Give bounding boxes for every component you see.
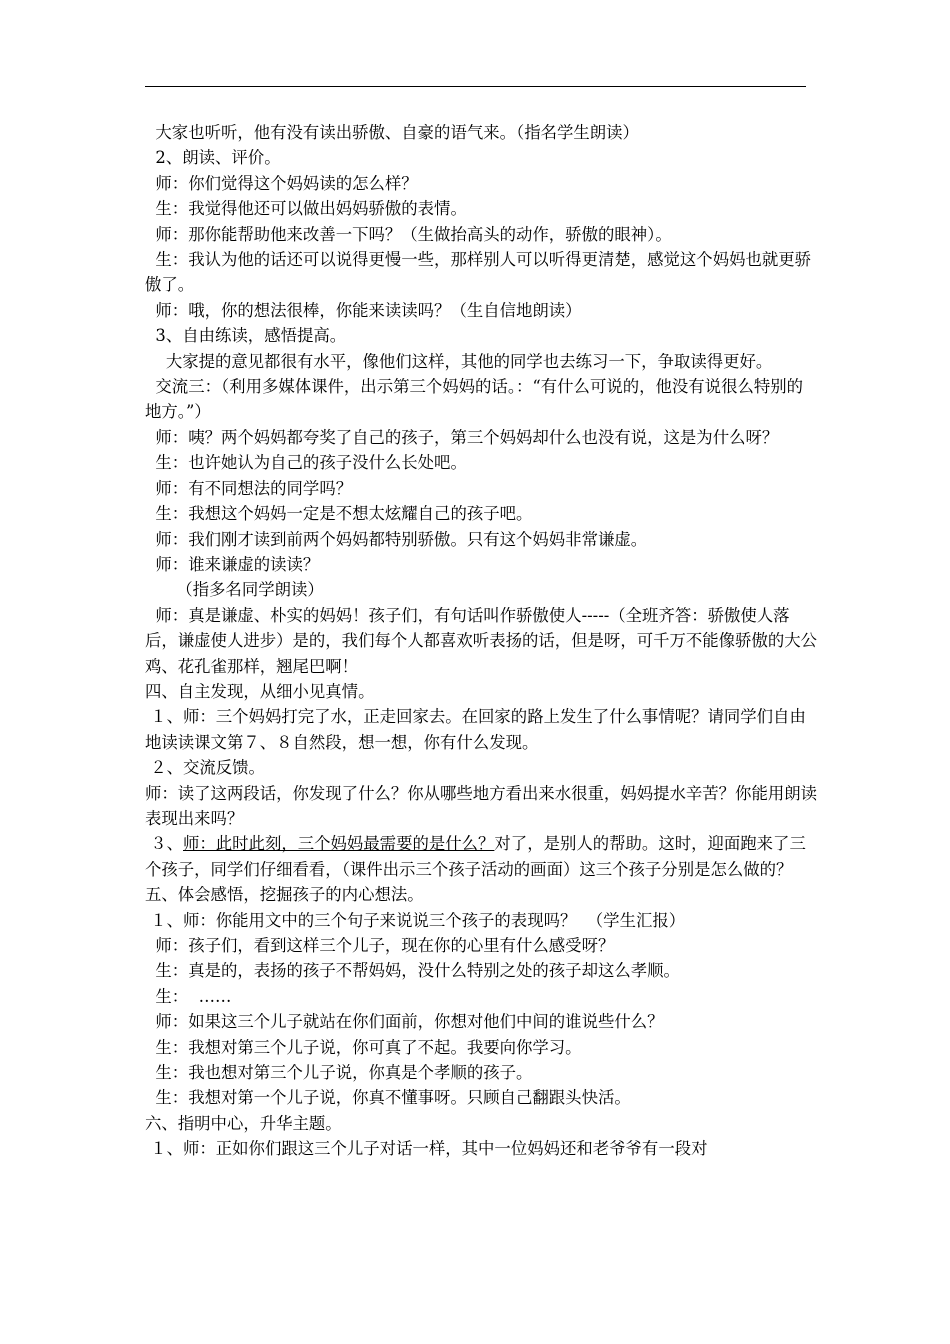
paragraph: 师：如果这三个儿子就站在你们面前，你想对他们中间的谁说些什么？ — [145, 1012, 664, 1032]
paragraph: 生：我觉得他还可以做出妈妈骄傲的表情。 — [145, 199, 467, 219]
underlined-text: 师：此时此刻，三个妈妈最需要的是什么？ — [183, 834, 495, 854]
paragraph-with-underline — [145, 831, 817, 882]
paragraph: 生：我也想对第三个儿子说，你真是个孝顺的孩子。 — [145, 1063, 533, 1083]
paragraph: 师：哦，你的想法很棒，你能来读读吗？（生自信地朗读） — [145, 300, 582, 320]
paragraph: 师：孩子们，看到这样三个儿子，现在你的心里有什么感受呀？ — [145, 936, 615, 955]
paragraph: 师：真是谦虚、朴实的妈妈！孩子们，有句话叫作骄傲使人-----（全班齐答：骄傲使人落后，谦虚使人进步）是的，我们每个人都喜欢听表扬的话，但是呀，可千万不能像骄傲的大公鸡、花孔雀那样，翘尾巴啊！ — [145, 605, 818, 676]
text-run: ３、 — [145, 834, 183, 854]
text-run: 对了，是别人的帮助。这时，迎面跑来了三个孩子，同学们仔细看看，（课件出示三个孩子活动的画面）这三个孩子分别是怎么做的？ — [145, 834, 806, 879]
paragraph: 师：谁来谦虚的读读？ — [145, 554, 320, 574]
paragraph: 大家提的意见都很有水平，像他们这样，其他的同学也去练习一下，争取读得更好。 — [145, 351, 773, 371]
paragraph: 生：我想对第三个儿子说，你可真了不起。我要向你学习。 — [145, 1037, 582, 1057]
paragraph: １、师：三个妈妈打完了水，正走回家去。在回家的路上发生了什么事情呢？请同学们自由地读读课文第７、８自然段，想一想，你有什么发现。 — [145, 707, 806, 752]
paragraph: 大家也听听，他有没有读出骄傲、自豪的语气来。（指名学生朗读） — [145, 123, 639, 142]
paragraph: 3、自由练读，感悟提高。 — [145, 326, 347, 346]
paragraph: 师：那你能帮助他来改善一下吗？（生做抬高头的动作，骄傲的眼神）。 — [145, 224, 672, 244]
paragraph: １、师：你能用文中的三个句子来说说三个孩子的表现吗？ （学生汇报） — [145, 910, 686, 930]
section-heading: 五、体会感悟，挖掘孩子的内心想法。 — [145, 885, 424, 905]
paragraph: 师：有不同想法的同学吗？ — [145, 478, 353, 498]
paragraph: 师：我们刚才读到前两个妈妈都特别骄傲。只有这个妈妈非常谦虚。 — [145, 529, 648, 549]
section-heading: 四、自主发现，从细小见真情。 — [145, 681, 375, 701]
paragraph: 师：读了这两段话，你发现了什么？你从哪些地方看出来水很重，妈妈提水辛苦？你能用朗读表现出来吗？ — [145, 783, 818, 828]
document-body — [145, 120, 817, 1162]
paragraph: （指多名同学朗读） — [145, 580, 324, 600]
paragraph: 生：我想这个妈妈一定是不想太炫耀自己的孩子吧。 — [145, 504, 533, 524]
paragraph: １、师：正如你们跟这三个儿子对话一样，其中一位妈妈还和老爷爷有一段对 — [145, 1139, 708, 1159]
paragraph: 生：也许她认为自己的孩子没什么长处吧。 — [145, 453, 467, 473]
header-rule — [145, 86, 806, 87]
paragraph: 生： …… — [145, 986, 232, 1006]
paragraph: ２、交流反馈。 — [145, 758, 265, 778]
paragraph: 交流三：（利用多媒体课件，出示第三个妈妈的话。：“有什么可说的，他没有说很么特别的地方。”） — [145, 377, 804, 422]
paragraph: 生：我想对第一个儿子说，你真不懂事呀。只顾自己翻跟头快活。 — [145, 1088, 631, 1108]
section-heading: 六、指明中心，升华主题。 — [145, 1113, 342, 1133]
paragraph: 师：咦？两个妈妈都夸奖了自己的孩子，第三个妈妈却什么也没有说，这是为什么呀？ — [145, 427, 779, 447]
paragraph: 师：你们觉得这个妈妈读的怎么样？ — [145, 173, 418, 193]
paragraph: 生：我认为他的话还可以说得更慢一些，那样别人可以听得更清楚，感觉这个妈妈也就更骄傲了。 — [145, 250, 812, 295]
paragraph: 生：真是的，表扬的孩子不帮妈妈，没什么特别之处的孩子却这么孝顺。 — [145, 961, 680, 981]
paragraph: 2、朗读、评价。 — [145, 148, 281, 168]
